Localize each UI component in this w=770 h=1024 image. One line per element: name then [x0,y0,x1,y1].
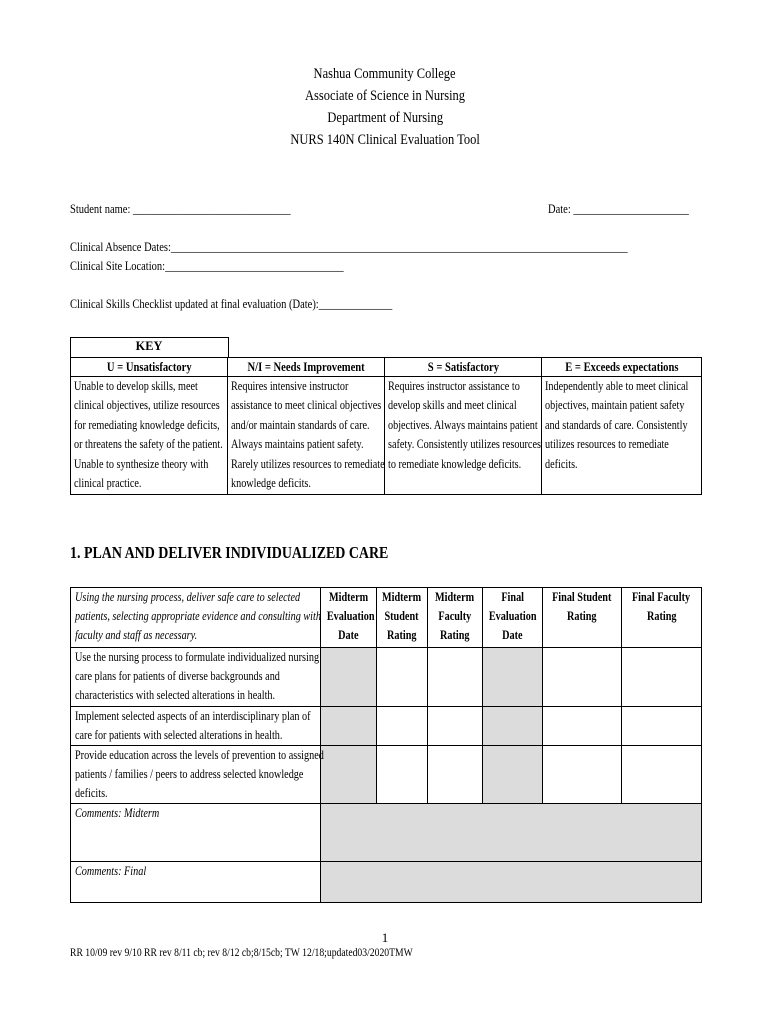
comments-midterm-field[interactable] [321,804,702,862]
col-header-midterm-student-rating: Midterm Student Rating [377,588,428,648]
site-location-field[interactable]: Clinical Site Location:__________________________________ [70,259,344,273]
midterm-eval-date-cell[interactable] [321,648,377,707]
final-eval-date-cell[interactable] [483,746,543,804]
col-header-midterm-eval-date: Midterm Evaluation Date [321,588,377,648]
table-row [71,707,702,746]
midterm-student-rating-cell[interactable] [377,746,428,804]
midterm-faculty-rating-cell[interactable] [428,707,483,746]
table-row [71,648,702,707]
comments-final-field[interactable] [321,862,702,903]
key-title: KEY [135,339,163,353]
comments-final-label: Comments: Final [71,862,321,903]
program-name: Associate of Science in Nursing [304,88,465,104]
final-faculty-rating-cell[interactable] [622,707,702,746]
key-desc-exceeds: Independently able to meet clinical objectives, maintain patient safety and standards of care. Consistently utilizes resources to remediate deficits. [542,376,702,494]
section-title: 1. PLAN AND DELIVER INDIVIDUALIZED CARE [70,543,389,562]
final-faculty-rating-cell[interactable] [622,746,702,804]
midterm-faculty-rating-cell[interactable] [428,648,483,707]
date-field[interactable]: Date: ______________________ [548,202,689,216]
skills-checklist-date-field[interactable]: Clinical Skills Checklist updated at final evaluation (Date):______________ [70,297,393,311]
comments-midterm-label: Comments: Midterm [71,804,321,862]
final-student-rating-cell[interactable] [543,707,622,746]
midterm-student-rating-cell[interactable] [377,707,428,746]
table-row [71,746,702,804]
col-header-final-eval-date: Final Evaluation Date [483,588,543,648]
revision-footer: RR 10/09 rev 9/10 RR rev 8/11 cb; rev 8/12 cb;8/15cb; TW 12/18;updated03/2020TMW [70,947,413,959]
key-desc-unsatisfactory: Unable to develop skills, meet clinical objectives, utilize resources for remediating knowledge deficits, or threatens the safety of the patient. Unable to synthesize theory with clinical practice. [71,376,228,494]
key-heading-needs-improvement: N/I = Needs Improvement [228,357,385,376]
department-name: Department of Nursing [327,110,443,126]
final-student-rating-cell[interactable] [543,648,622,707]
competency-item-3: Provide education across the levels of prevention to assigned patients / families / peers to address selected knowledge deficits. [71,746,321,804]
midterm-student-rating-cell[interactable] [377,648,428,707]
key-heading-unsatisfactory: U = Unsatisfactory [71,357,228,376]
key-heading-satisfactory: S = Satisfactory [385,357,542,376]
final-student-rating-cell[interactable] [543,746,622,804]
key-desc-satisfactory: Requires instructor assistance to develop skills and meet clinical objectives. Always maintains patient safety. Consistently utilizes resources to remediate knowledge deficits. [385,376,542,494]
col-header-final-student-rating: Final Student Rating [543,588,622,648]
absence-dates-field[interactable]: Clinical Absence Dates:_______________________________________________________________________________________ [70,240,628,254]
competency-item-1: Use the nursing process to formulate individualized nursing care plans for patients of diverse backgrounds and characteristics with selected alterations in health. [71,648,321,707]
document-header [0,63,770,151]
document-title: NURS 140N Clinical Evaluation Tool [290,132,480,148]
page-number: 1 [381,930,389,945]
key-heading-exceeds: E = Exceeds expectations [542,357,702,376]
college-name: Nashua Community College [313,66,457,82]
student-name-field[interactable]: Student name: ______________________________ [70,202,291,216]
midterm-eval-date-cell[interactable] [321,746,377,804]
final-faculty-rating-cell[interactable] [622,648,702,707]
col-header-final-faculty-rating: Final Faculty Rating [622,588,702,648]
competency-item-2: Implement selected aspects of an interdisciplinary plan of care for patients with selected alterations in health. [71,707,321,746]
final-eval-date-cell[interactable] [483,707,543,746]
final-eval-date-cell[interactable] [483,648,543,707]
midterm-faculty-rating-cell[interactable] [428,746,483,804]
competency-intro: Using the nursing process, deliver safe care to selected patients, selecting appropriate evidence and consulting with faculty and staff as necessary. [71,588,321,648]
midterm-eval-date-cell[interactable] [321,707,377,746]
key-desc-needs-improvement: Requires intensive instructor assistance to meet clinical objectives and/or maintain standards of care. Always maintains patient safety. Rarely utilizes resources to remediate knowledge deficits. [228,376,385,494]
evaluation-table [70,587,702,903]
col-header-midterm-faculty-rating: Midterm Faculty Rating [428,588,483,648]
